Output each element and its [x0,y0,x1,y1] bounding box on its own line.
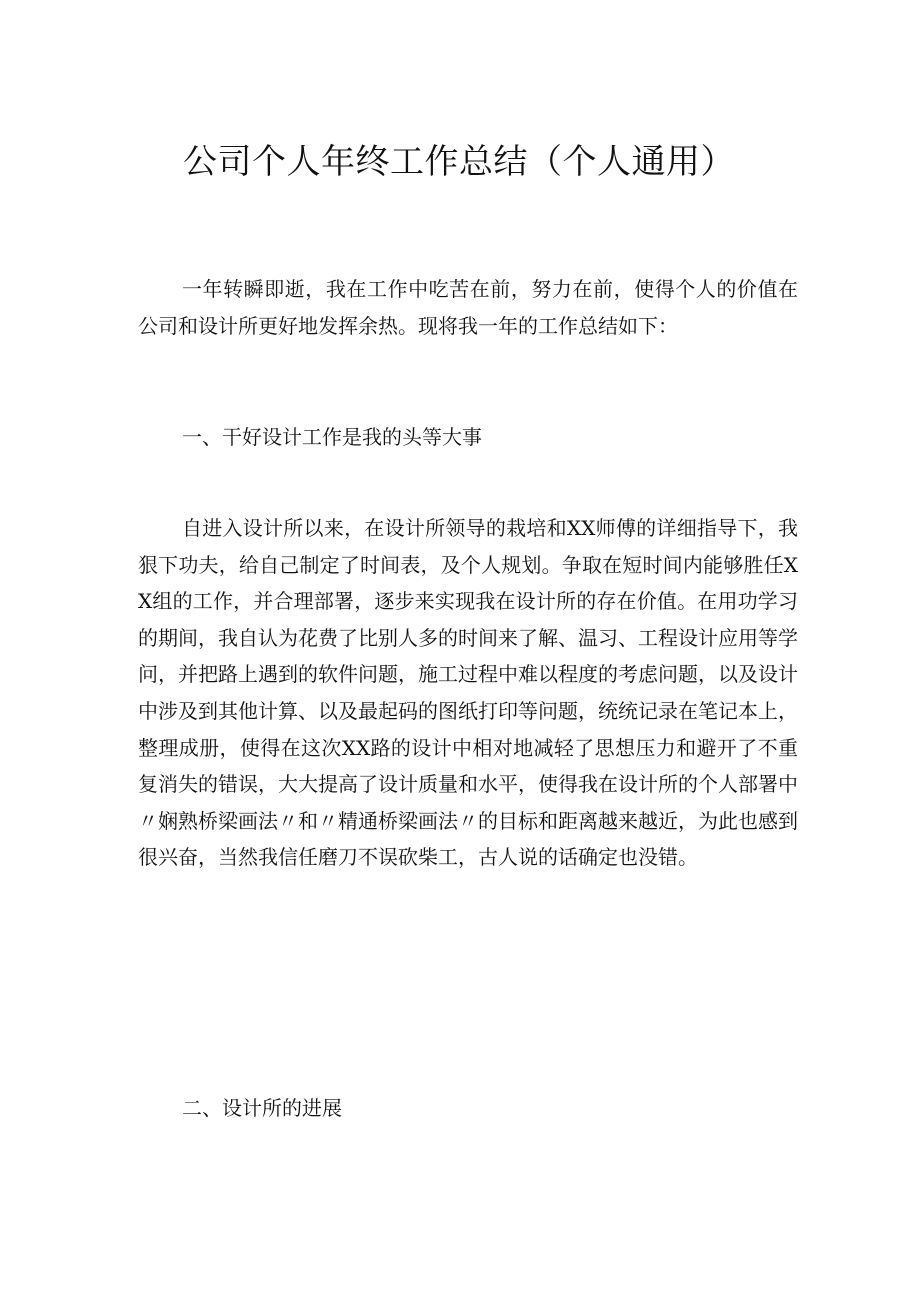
document-title: 公司个人年终工作总结（个人通用） [183,142,735,182]
section-1-body: 自进入设计所以来，在设计所领导的栽培和XX师傅的详细指导下，我狠下功夫，给自己制定了时间表，及个人规划。争取在短时间内能够胜任XX组的工作，并合理部署，逐步来实现我在设计所的存在价值。在用功学习的期间，我自认为花费了比别人多的时间来了解、温习、工程设计应用等学问，并把路上遇到的软件问题，施工过程中难以程度的考虑问题，以及设计中涉及到其他计算、以及最起码的图纸打印等问题，统统记录在笔记本上，整理成册，使得在这次XX路的设计中相对地减轻了思想压力和避开了不重复消失的错误，大大提高了设计质量和水平，使得我在设计所的个人部署中〃娴熟桥梁画法〃和〃精通桥梁画法〃的目标和距离越来越近，为此也感到很兴奋，当然我信任磨刀不误砍柴工，古人说的话确定也没错。 [138,516,798,870]
intro-paragraph: 一年转瞬即逝，我在工作中吃苦在前，努力在前，使得个人的价值在公司和设计所更好地发挥余热。现将我一年的工作总结如下： [138,277,798,338]
section-2-heading: 二、设计所的进展 [182,1096,342,1120]
section-1-heading: 一、干好设计工作是我的头等大事 [182,425,482,449]
